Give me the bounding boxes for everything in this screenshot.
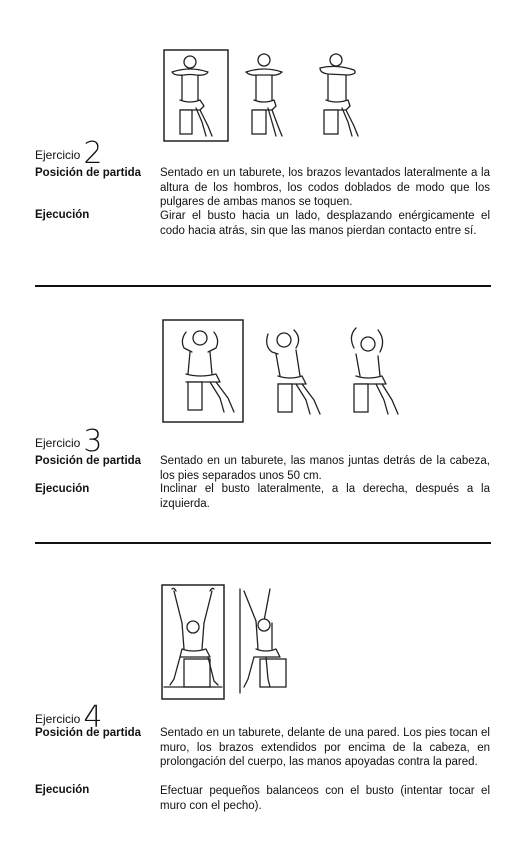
wall-stretch-figure-side xyxy=(240,589,286,693)
exercise-number: 4 xyxy=(83,700,103,735)
execution-text: Efectuar pequeños balanceos con el busto (intentar tocar el muro con el pecho). xyxy=(160,785,490,812)
start-position-label: Posición de partida xyxy=(35,455,142,467)
execution-label: Ejecución xyxy=(35,209,90,221)
seated-figure-twist-side xyxy=(320,54,358,136)
execution-text: Inclinar el busto lateralmente, a la derecha, después a la izquierda. xyxy=(160,483,490,510)
start-position-text: Sentado en un taburete, delante de una pared. Los pies tocan el muro, los brazos extendidos por encima de la cabeza, en prolongación del cuerpo, las manos apoyadas contra la pared. xyxy=(160,727,490,768)
exercise-2-heading xyxy=(35,135,103,171)
exercise-label: Ejercicio xyxy=(35,712,81,726)
exercise-label: Ejercicio xyxy=(35,436,81,450)
start-position-label: Posición de partida xyxy=(35,167,142,179)
execution-label: Ejecución xyxy=(35,784,90,796)
exercise-4-illustration xyxy=(160,583,310,701)
start-position-label: Posición de partida xyxy=(35,727,142,739)
execution-text: Girar el busto hacia un lado, desplazando enérgicamente el codo hacia atrás, sin que las manos pierdan contacto entre sí. xyxy=(160,210,490,237)
section-divider xyxy=(35,285,491,287)
section-divider xyxy=(35,542,491,544)
exercise-3-heading xyxy=(35,423,103,459)
execution-label: Ejecución xyxy=(35,483,90,495)
exercise-4-heading xyxy=(35,699,103,735)
wall-stretch-figure-back xyxy=(164,588,222,687)
start-position-text: Sentado en un taburete, los brazos levantados lateralmente a la altura de los hombros, los codos doblados de modo que los pulgares de ambas manos se toquen. xyxy=(160,167,490,208)
seated-figure-lean-right xyxy=(351,328,398,414)
start-position-text: Sentado en un taburete, las manos juntas detrás de la cabeza, los pies separados unos 50 cm. xyxy=(160,455,490,482)
exercise-2-illustration xyxy=(160,48,392,144)
exercise-label: Ejercicio xyxy=(35,148,81,162)
seated-figure-hands-behind-head xyxy=(182,331,234,412)
seated-figure-twist xyxy=(246,54,282,136)
exercise-number: 2 xyxy=(83,136,103,171)
seated-figure-arms-raised-front xyxy=(172,56,212,136)
exercise-3-illustration xyxy=(160,318,410,426)
exercise-number: 3 xyxy=(83,424,103,459)
seated-figure-lean-left xyxy=(267,330,320,414)
